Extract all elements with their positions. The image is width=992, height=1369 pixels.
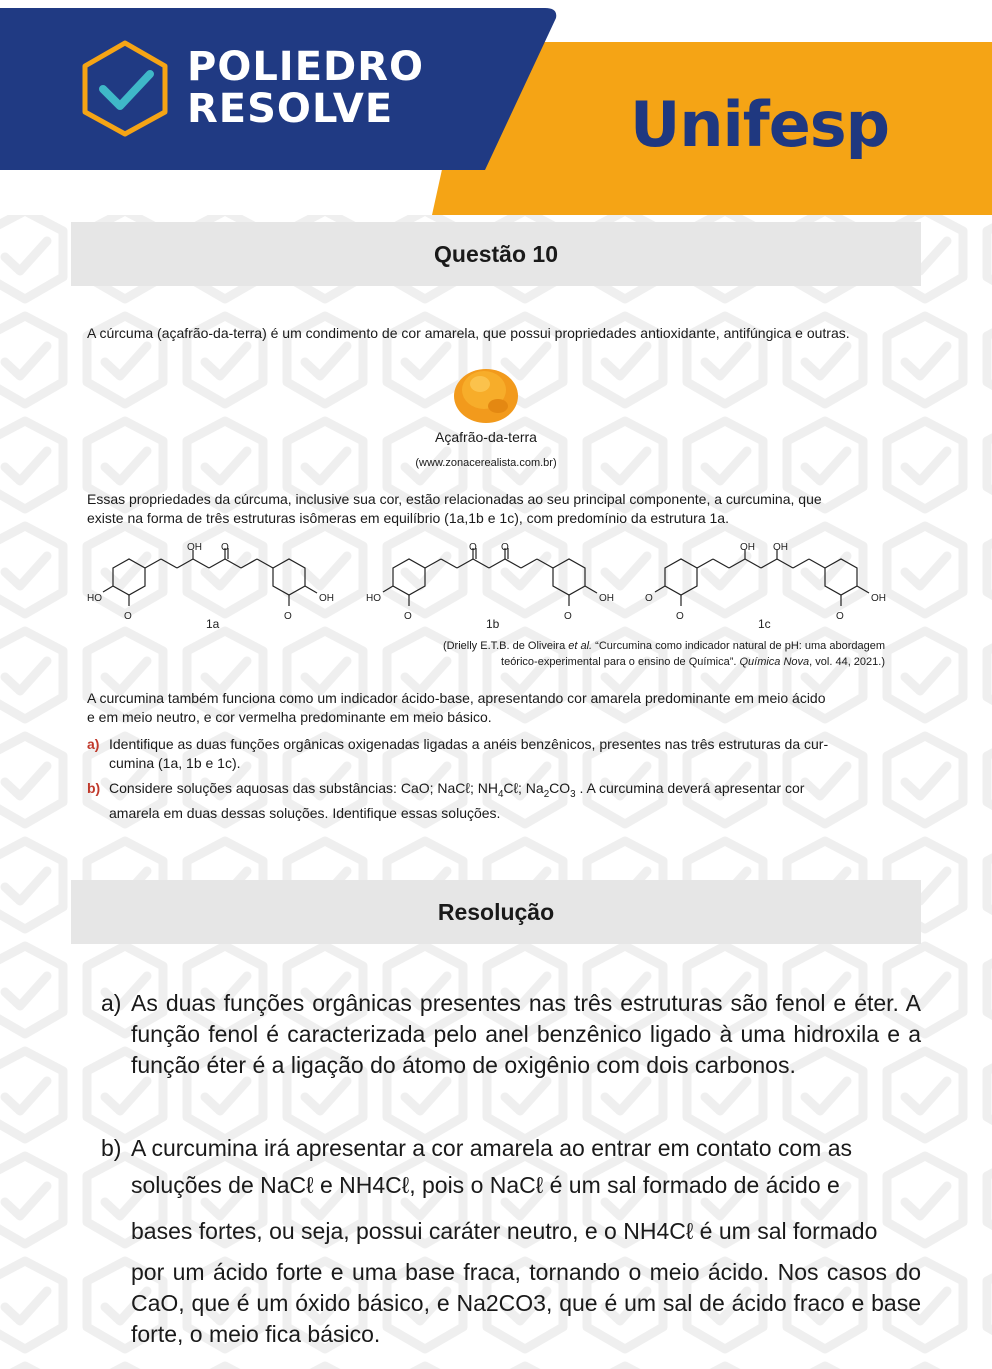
atom-label: O xyxy=(836,611,844,622)
atom-label: O xyxy=(501,542,509,553)
atom-label: O xyxy=(564,611,572,622)
atom-label: O xyxy=(221,542,229,553)
atom-label: HO xyxy=(366,593,381,604)
structure-label: 1a xyxy=(206,617,220,631)
resolution-b: b) A curcumina irá apresentar a cor amarela ao entrar em contato com as soluções de NaCℓ e NH4Cℓ, pois o NaCℓ é um sal formado de ácido e bases fortes, ou seja, possui caráter neutro, e o NH4Cℓ é um sal formado por um ácido forte e uma base fraca, tornando o meio ácido. Nos casos do CaO, que é um óxido básico, e Na2CO3, que é um sal de ácido fraco e base forte, o meio fica básico. xyxy=(101,1135,921,1347)
question-title: Questão 10 xyxy=(71,222,921,286)
atom-label: OH xyxy=(599,593,614,604)
atom-label: O xyxy=(404,611,412,622)
atom-label: OH xyxy=(187,542,202,553)
resolution-a: a) As duas funções orgânicas presentes nas três estruturas são fenol e éter. A função fenol é caracterizada pelo anel benzênico ligado à uma hidroxila e a função éter é a ligação do átomo de oxigênio com dois carbonos. xyxy=(101,990,921,1078)
paragraph-3: A curcumina também funciona como um indicador ácido-base, apresentando cor amarela predominante em meio ácido e em meio neutro, e cor vermelha predominante em meio básico. xyxy=(87,690,826,725)
atom-label: O xyxy=(284,611,292,622)
item-b: b) Considere soluções aquosas das substâncias: CaO; NaCℓ; $NH_4C\ell$; $Na_2CO_3$ . A curcumina deverá apresentar cor amarela em duas dessas soluções. Identifique essas soluções. xyxy=(87,780,805,821)
atom-label: OH xyxy=(740,542,755,553)
turmeric-image xyxy=(450,358,522,428)
image-caption: Açafrão-da-terra xyxy=(435,429,537,445)
reference: (Drielly E.T.B. de Oliveira et al. “Curcumina como indicador natural de pH: uma abordagem teórico-experimental para o ensino de Química”. Química Nova, vol. 44, 2021.) xyxy=(442,640,885,668)
paragraph-2: Essas propriedades da cúrcuma, inclusive sua cor, estão relacionadas ao seu principal componente, a curcumina, que existe na forma de três estruturas isômeras em equilíbrio (1a,1b e 1c), com predomínio da estrutura 1a. xyxy=(87,491,822,526)
atom-label: O xyxy=(676,611,684,622)
atom-label: HO xyxy=(87,593,102,604)
structure-1b xyxy=(383,548,597,606)
atom-label: O xyxy=(124,611,132,622)
structure-1a xyxy=(103,548,317,606)
atom-label: OH xyxy=(773,542,788,553)
curcumin-structures xyxy=(85,538,900,636)
atom-label: O xyxy=(645,593,653,604)
atom-label: OH xyxy=(319,593,334,604)
structure-1c xyxy=(655,550,869,606)
item-a: a) Identifique as duas funções orgânicas oxigenadas ligadas a anéis benzênicos, presentes nas três estruturas da cur- cumina (1a, 1b e 1c). xyxy=(87,736,829,771)
atom-label: O xyxy=(469,542,477,553)
brand-name: POLIEDRO RESOLVE xyxy=(187,44,425,132)
question-intro: A cúrcuma (açafrão-da-terra) é um condimento de cor amarela, que possui propriedades antioxidante, antifúngica e outras. xyxy=(87,325,850,341)
image-source: (www.zonacerealista.com.br) xyxy=(415,457,557,469)
atom-label: OH xyxy=(871,593,886,604)
resolution-title: Resolução xyxy=(71,880,921,944)
structure-label: 1b xyxy=(486,617,500,631)
exam-name: Unifesp xyxy=(630,88,890,161)
structure-label: 1c xyxy=(758,617,771,631)
